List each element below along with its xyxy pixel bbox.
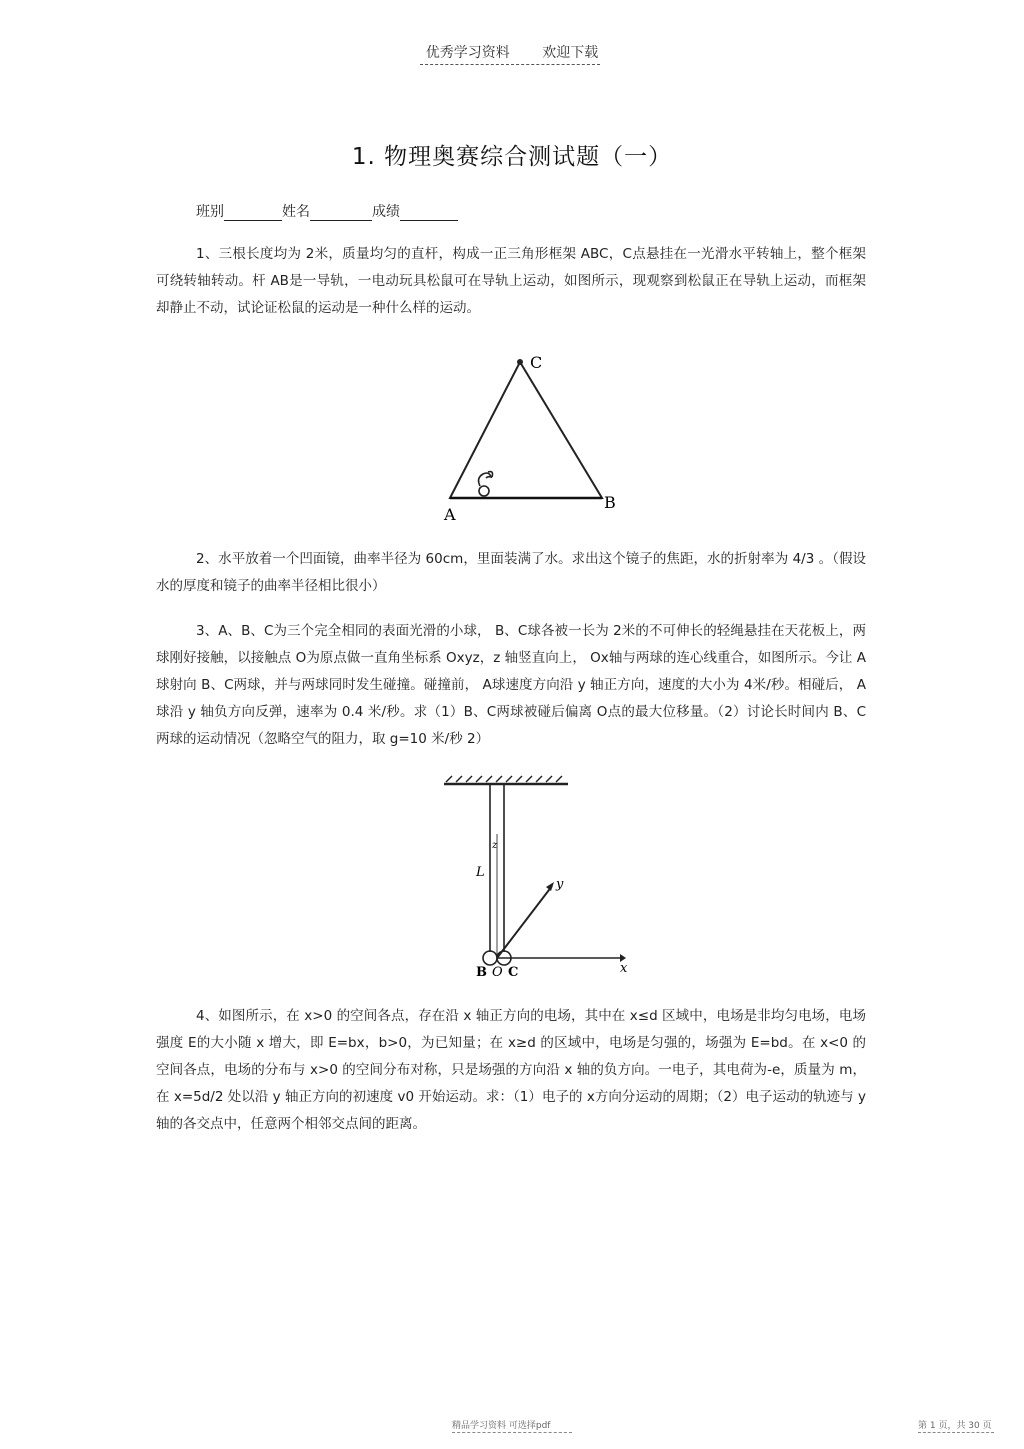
label-b: B	[476, 965, 487, 980]
question-1	[156, 241, 866, 322]
label-c: C	[508, 965, 519, 980]
label-c: C	[530, 353, 543, 372]
label-o: O	[492, 965, 503, 980]
score-blank	[400, 206, 458, 221]
score-label: 成绩	[372, 204, 400, 220]
class-blank	[224, 206, 282, 221]
label-y: y	[556, 877, 564, 892]
student-info-fields	[196, 201, 458, 221]
question-4	[156, 1003, 866, 1138]
ball-b	[483, 951, 497, 965]
question-text: 3、A、B、C为三个完全相同的表面光滑的小球， B、C球各被一长为 2米的不可伸长的轻绳悬挂在天花板上，两球刚好接触，以接触点 O为原点做一直角坐标系 Oxyz，z 轴竖直向上， Ox轴与两球的连心线重合，如图所示。今让 A球射向 B、C两球，并与两球同时发生碰撞。碰撞前， A球速度方向沿 y 轴正方向，速度的大小为 4米/秒。相碰后， A球沿 y 轴负方向反弹，速率为 0.4 米/秒。求（1）B、C两球被碰后偏离 O点的最大位移量。（2）讨论长时间内 B、C两球的运动情况（忽略空气的阻力，取 g=10 米/秒 2）	[156, 623, 866, 747]
question-text: 2、水平放着一个凹面镜，曲率半径为 60cm，里面装满了水。求出这个镜子的焦距，水的折射率为 4/3 。（假设水的厚度和镜子的曲率半径相比很小）	[156, 551, 866, 594]
class-label: 班别	[196, 204, 224, 220]
page-title: 1. 物理奥赛综合测试题（一）	[351, 144, 673, 170]
header-left-text: 优秀学习资料	[425, 45, 510, 61]
ceiling-hatch	[446, 776, 562, 782]
y-axis	[497, 886, 552, 958]
footer-page-number: 第 1 页，共 30 页	[918, 1421, 992, 1431]
triangle-frame	[450, 362, 602, 498]
question-text: 1、三根长度均为 2米，质量均匀的直杆，构成一正三角形框架 ABC，C点悬挂在一光滑水平转轴上，整个框架可绕转轴转动。杆 AB是一导轨，一电动玩具松鼠可在导轨上运动，如图所示，现观察到松鼠正在导轨上运动，而框架却静止不动，试论证松鼠的运动是一种什么样的运动。	[156, 246, 866, 316]
header-right-text: 欢迎下载	[542, 45, 599, 61]
triangle-frame-figure	[430, 348, 620, 526]
name-blank	[310, 206, 372, 221]
footer-right-divider	[918, 1432, 994, 1433]
label-z: z	[492, 840, 498, 851]
header-divider	[420, 64, 600, 65]
name-label: 姓名	[282, 204, 310, 220]
question-text: 4、如图所示，在 x>0 的空间各点，存在沿 x 轴正方向的电场，其中在 x≤d 区域中，电场是非均匀电场，电场强度 E的大小随 x 增大，即 E=bx，b>0，为已知量；在 x≥d 的区域中，电场是匀强的，场强为 E=bd。在 x<0 的空间各点，电场的分布与 x>0 的空间分布对称，只是场强的方向沿 x 轴的负方向。一电子，其电荷为-e，质量为 m，在 x=5d/2 处以沿 y 轴正方向的初速度 v0 开始运动。求：（1）电子的 x方向分运动的周期；（2）电子运动的轨迹与 y 轴的各交点中，任意两个相邻交点间的距离。	[156, 1008, 866, 1132]
page-header	[0, 42, 1024, 62]
footer-left-divider	[452, 1432, 572, 1433]
question-2	[156, 546, 866, 600]
squirrel-icon	[479, 472, 493, 496]
pivot-point	[517, 359, 523, 365]
footer-left-text: 精品学习资料 可选择pdf	[452, 1421, 551, 1431]
label-x: x	[620, 961, 628, 976]
suspended-balls-figure	[440, 774, 640, 984]
y-axis-arrow	[546, 882, 554, 891]
label-a: A	[444, 505, 456, 524]
label-b: B	[604, 493, 616, 512]
question-3	[156, 618, 866, 753]
label-l: L	[476, 865, 485, 880]
